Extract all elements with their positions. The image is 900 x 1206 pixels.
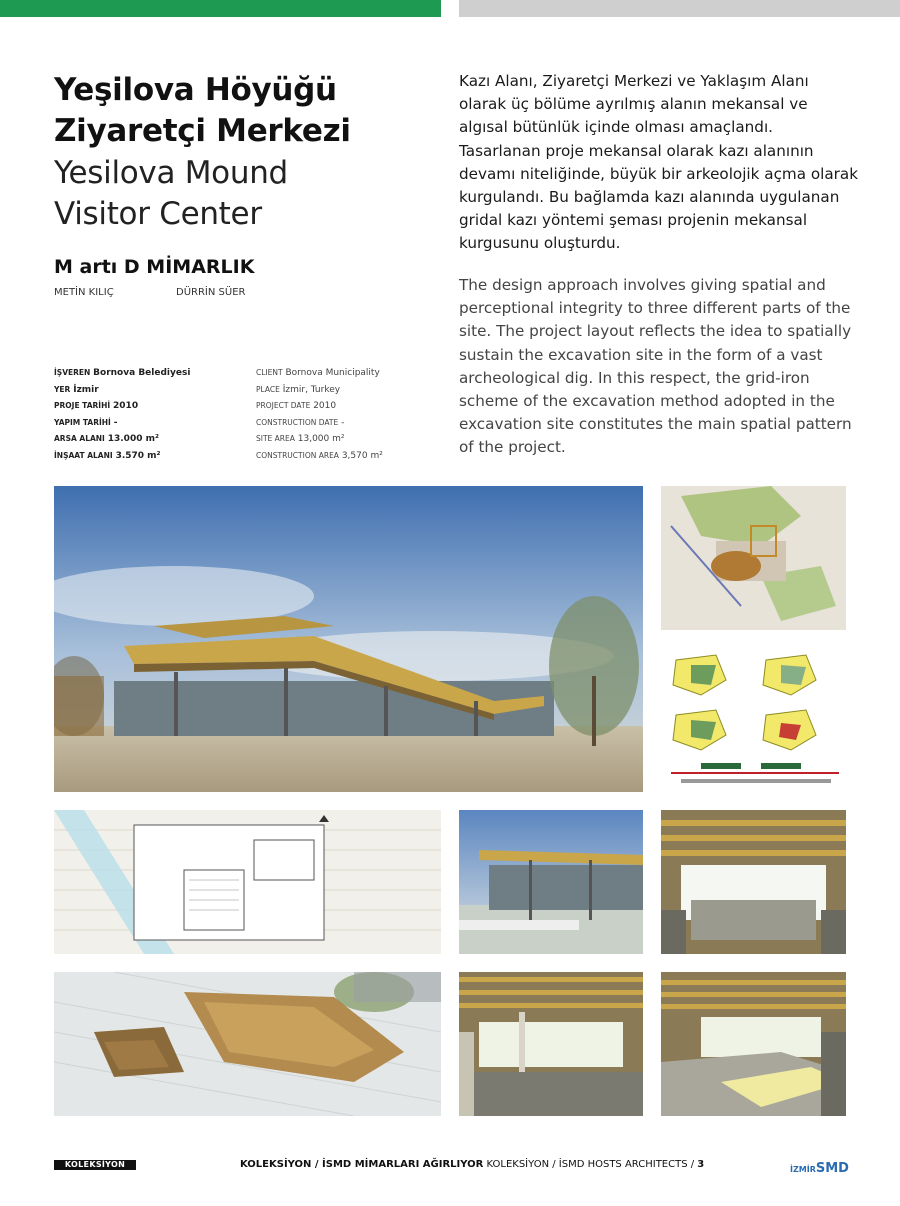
top-bar-gray bbox=[459, 0, 900, 17]
fact-value: 13.000 m² bbox=[107, 434, 159, 444]
fact-value: 13,000 m² bbox=[297, 434, 345, 444]
fact-key: CONSTRUCTION DATE bbox=[256, 417, 339, 427]
concept-diagrams-image bbox=[661, 645, 846, 792]
fact-key: ARSA ALANI bbox=[54, 434, 105, 443]
fact-value: 2010 bbox=[313, 401, 337, 411]
fact-value: İzmir bbox=[73, 384, 99, 395]
fact-key: CONSTRUCTION AREA bbox=[256, 450, 339, 460]
title-tr-line1: Yeşilova Höyüğü bbox=[54, 72, 337, 108]
footer-caption bbox=[240, 1159, 704, 1170]
fact-key: YER bbox=[54, 384, 71, 394]
fact-row bbox=[54, 365, 190, 382]
fact-value: 3,570 m² bbox=[341, 450, 383, 461]
title-tr-line2: Ziyaretçi Merkezi bbox=[54, 113, 351, 149]
fact-key: PROJECT DATE bbox=[256, 401, 311, 410]
firm-name: M artı D MİMARLIK bbox=[54, 256, 255, 278]
fact-value: İzmir, Turkey bbox=[282, 384, 341, 395]
fact-key: CLIENT bbox=[256, 368, 283, 377]
fact-key: PROJE TARİHİ bbox=[54, 401, 111, 410]
top-bar-green bbox=[0, 0, 441, 17]
aerial-view-image bbox=[54, 972, 441, 1116]
fact-row bbox=[256, 398, 383, 415]
fact-row bbox=[54, 415, 190, 432]
izmir-smd-logo bbox=[790, 1157, 849, 1176]
fact-value: Bornova Belediyesi bbox=[93, 368, 191, 378]
architect-1: METİN KILIÇ bbox=[54, 287, 114, 298]
logo-small-text: İZMİR bbox=[790, 1165, 816, 1174]
title-english bbox=[54, 153, 288, 235]
interior-view-image-1 bbox=[661, 810, 846, 954]
architect-2: DÜRRİN SÜER bbox=[176, 287, 246, 298]
description-turkish: Kazı Alanı, Ziyaretçi Merkezi ve Yaklaşım Alanı olarak üç bölüme ayrılmış alanın mekansal ve algısal bütünlük içinde olması amaçlandı. Tasarlanan proje mekansal olarak kazı alanının devamı niteliğinde, büyük bir arkeolojik açma olarak kurgulandı. Bu bağlamda kazı alanında uygulanan gridal kazı yöntemi şeması projenin mekansal kurgusunu oluşturdu. bbox=[459, 72, 859, 253]
fact-value: 3.570 m² bbox=[115, 450, 161, 461]
footer-caption-regular: KOLEKSİYON / İSMD HOSTS ARCHITECTS / bbox=[483, 1159, 698, 1170]
fact-value: Bornova Municipality bbox=[285, 368, 380, 378]
exterior-view-image bbox=[459, 810, 643, 954]
page-number: 3 bbox=[697, 1159, 705, 1170]
fact-row bbox=[54, 448, 190, 465]
title-turkish bbox=[54, 70, 351, 152]
fact-key: YAPIM TARİHİ bbox=[54, 417, 111, 427]
fact-value: - bbox=[113, 417, 118, 428]
fact-value: - bbox=[341, 417, 345, 428]
fact-row bbox=[256, 365, 383, 382]
title-en-line2: Visitor Center bbox=[54, 196, 262, 232]
logo-big-text: SMD bbox=[815, 1161, 849, 1176]
title-en-line1: Yesilova Mound bbox=[54, 155, 288, 191]
fact-row bbox=[54, 382, 190, 399]
floor-plan-image bbox=[54, 810, 441, 954]
fact-row bbox=[256, 382, 383, 399]
fact-key: SITE AREA bbox=[256, 434, 295, 443]
footer-caption-bold: KOLEKSİYON / İSMD MİMARLARI AĞIRLIYOR bbox=[240, 1159, 484, 1170]
fact-row bbox=[256, 415, 383, 432]
interior-view-image-2 bbox=[459, 972, 643, 1116]
interior-view-image-3 bbox=[661, 972, 846, 1116]
fact-key: İŞVEREN bbox=[54, 368, 91, 377]
fact-row bbox=[54, 431, 190, 448]
fact-row bbox=[256, 448, 383, 465]
fact-value: 2010 bbox=[113, 401, 139, 411]
project-facts-english bbox=[256, 365, 383, 464]
description-english: The design approach involves giving spatial and perceptional integrity to three different parts of the site. The project layout reflects the idea to spatially sustain the excavation site in the form of a vast archeological dig. In this respect, the grid-iron scheme of the excavation method adopted in the excavation site constitutes the main spatial pattern of the project. bbox=[459, 276, 852, 457]
fact-row bbox=[54, 398, 190, 415]
project-facts-turkish bbox=[54, 365, 190, 464]
site-plan-image bbox=[661, 486, 846, 630]
fact-row bbox=[256, 431, 383, 448]
fact-key: PLACE bbox=[256, 384, 280, 394]
koleksiyon-logo: KOLEKSİYON bbox=[54, 1160, 136, 1170]
main-exterior-rendering bbox=[54, 486, 643, 792]
fact-key: İNŞAAT ALANI bbox=[54, 450, 113, 460]
